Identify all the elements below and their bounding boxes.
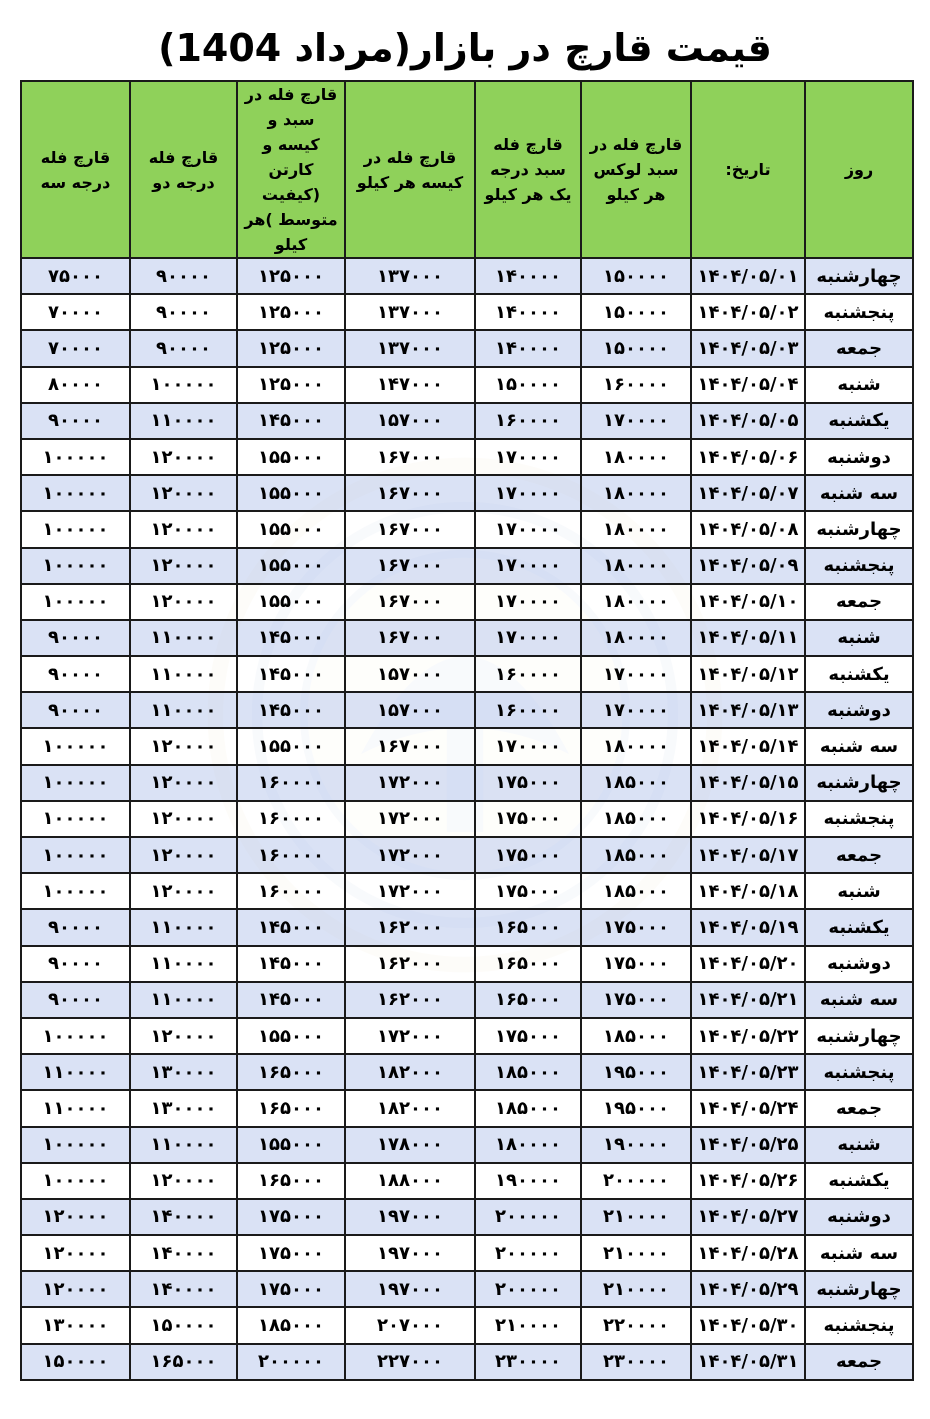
grade1-price-cell: ۱۶۰۰۰۰: [475, 656, 581, 692]
day-cell: یکشنبه: [805, 403, 913, 439]
grade1-price-cell: ۱۴۰۰۰۰: [475, 258, 581, 294]
lux-price-cell: ۱۸۵۰۰۰: [581, 801, 691, 837]
grade3-price-cell: ۱۰۰۰۰۰: [21, 584, 130, 620]
date-cell: ۱۴۰۴/۰۵/۱۶: [691, 801, 805, 837]
date-cell: ۱۴۰۴/۰۵/۰۵: [691, 403, 805, 439]
medium-price-cell: ۱۲۵۰۰۰: [237, 330, 345, 366]
grade2-price-cell: ۱۴۰۰۰۰: [130, 1199, 237, 1235]
medium-price-cell: ۱۵۵۰۰۰: [237, 475, 345, 511]
table-row: [21, 946, 913, 982]
grade2-price-cell: ۱۲۰۰۰۰: [130, 728, 237, 764]
grade2-price-cell: ۱۲۰۰۰۰: [130, 765, 237, 801]
grade3-price-cell: ۱۰۰۰۰۰: [21, 837, 130, 873]
grade1-price-cell: ۲۰۰۰۰۰: [475, 1235, 581, 1271]
grade3-price-cell: ۱۲۰۰۰۰: [21, 1199, 130, 1235]
grade2-price-cell: ۱۲۰۰۰۰: [130, 584, 237, 620]
header-grade3: قارچ فله درجه سه: [21, 81, 130, 258]
date-cell: ۱۴۰۴/۰۵/۲۶: [691, 1163, 805, 1199]
grade1-price-cell: ۲۰۰۰۰۰: [475, 1199, 581, 1235]
medium-price-cell: ۱۲۵۰۰۰: [237, 258, 345, 294]
lux-price-cell: ۱۸۵۰۰۰: [581, 873, 691, 909]
lux-price-cell: ۱۸۵۰۰۰: [581, 1018, 691, 1054]
bag-price-cell: ۱۹۷۰۰۰: [345, 1235, 475, 1271]
date-cell: ۱۴۰۴/۰۵/۰۲: [691, 294, 805, 330]
grade3-price-cell: ۱۰۰۰۰۰: [21, 548, 130, 584]
header-row: [21, 81, 913, 258]
day-cell: دوشنبه: [805, 946, 913, 982]
grade3-price-cell: ۸۰۰۰۰: [21, 367, 130, 403]
bag-price-cell: ۱۶۲۰۰۰: [345, 946, 475, 982]
bag-price-cell: ۱۵۷۰۰۰: [345, 403, 475, 439]
bag-price-cell: ۱۶۷۰۰۰: [345, 584, 475, 620]
medium-price-cell: ۱۵۵۰۰۰: [237, 1127, 345, 1163]
medium-price-cell: ۱۴۵۰۰۰: [237, 692, 345, 728]
grade3-price-cell: ۱۰۰۰۰۰: [21, 1127, 130, 1163]
bag-price-cell: ۱۷۲۰۰۰: [345, 765, 475, 801]
bag-price-cell: ۱۶۷۰۰۰: [345, 548, 475, 584]
date-cell: ۱۴۰۴/۰۵/۲۷: [691, 1199, 805, 1235]
grade2-price-cell: ۱۲۰۰۰۰: [130, 439, 237, 475]
date-cell: ۱۴۰۴/۰۵/۰۹: [691, 548, 805, 584]
medium-price-cell: ۱۶۰۰۰۰: [237, 873, 345, 909]
price-table: [20, 80, 914, 1381]
day-cell: پنجشنبه: [805, 548, 913, 584]
header-bag: قارچ فله در کیسه هر کیلو: [345, 81, 475, 258]
grade2-price-cell: ۱۲۰۰۰۰: [130, 1163, 237, 1199]
date-cell: ۱۴۰۴/۰۵/۰۶: [691, 439, 805, 475]
grade2-price-cell: ۹۰۰۰۰: [130, 330, 237, 366]
medium-price-cell: ۱۴۵۰۰۰: [237, 403, 345, 439]
date-cell: ۱۴۰۴/۰۵/۱۷: [691, 837, 805, 873]
lux-price-cell: ۲۱۰۰۰۰: [581, 1235, 691, 1271]
medium-price-cell: ۱۴۵۰۰۰: [237, 620, 345, 656]
medium-price-cell: ۱۵۵۰۰۰: [237, 1018, 345, 1054]
grade1-price-cell: ۱۸۵۰۰۰: [475, 1054, 581, 1090]
medium-price-cell: ۱۵۵۰۰۰: [237, 584, 345, 620]
medium-price-cell: ۱۵۵۰۰۰: [237, 439, 345, 475]
lux-price-cell: ۲۳۰۰۰۰: [581, 1344, 691, 1380]
medium-price-cell: ۱۶۰۰۰۰: [237, 837, 345, 873]
date-cell: ۱۴۰۴/۰۵/۱۱: [691, 620, 805, 656]
grade2-price-cell: ۱۶۵۰۰۰: [130, 1344, 237, 1380]
grade3-price-cell: ۹۰۰۰۰: [21, 403, 130, 439]
lux-price-cell: ۱۷۵۰۰۰: [581, 982, 691, 1018]
bag-price-cell: ۱۵۷۰۰۰: [345, 692, 475, 728]
medium-price-cell: ۱۶۵۰۰۰: [237, 1054, 345, 1090]
lux-price-cell: ۱۸۰۰۰۰: [581, 439, 691, 475]
day-cell: جمعه: [805, 1090, 913, 1126]
bag-price-cell: ۱۸۲۰۰۰: [345, 1054, 475, 1090]
day-cell: شنبه: [805, 1127, 913, 1163]
grade1-price-cell: ۱۷۵۰۰۰: [475, 1018, 581, 1054]
grade3-price-cell: ۱۰۰۰۰۰: [21, 511, 130, 547]
header-basket-grade1: قارچ فله سبد درجه یک هر کیلو: [475, 81, 581, 258]
day-cell: شنبه: [805, 620, 913, 656]
grade3-price-cell: ۹۰۰۰۰: [21, 909, 130, 945]
medium-price-cell: ۱۴۵۰۰۰: [237, 909, 345, 945]
grade1-price-cell: ۱۷۵۰۰۰: [475, 873, 581, 909]
table-row: [21, 475, 913, 511]
date-cell: ۱۴۰۴/۰۵/۱۸: [691, 873, 805, 909]
header-date: تاریخ:: [691, 81, 805, 258]
grade3-price-cell: ۱۰۰۰۰۰: [21, 439, 130, 475]
grade2-price-cell: ۱۱۰۰۰۰: [130, 946, 237, 982]
grade3-price-cell: ۹۰۰۰۰: [21, 656, 130, 692]
table-row: [21, 584, 913, 620]
grade2-price-cell: ۱۱۰۰۰۰: [130, 656, 237, 692]
grade2-price-cell: ۱۲۰۰۰۰: [130, 511, 237, 547]
date-cell: ۱۴۰۴/۰۵/۱۳: [691, 692, 805, 728]
grade2-price-cell: ۱۵۰۰۰۰: [130, 1307, 237, 1343]
table-row: [21, 1018, 913, 1054]
grade3-price-cell: ۱۰۰۰۰۰: [21, 801, 130, 837]
grade3-price-cell: ۹۰۰۰۰: [21, 620, 130, 656]
grade2-price-cell: ۱۰۰۰۰۰: [130, 367, 237, 403]
day-cell: سه شنبه: [805, 1235, 913, 1271]
medium-price-cell: ۱۵۵۰۰۰: [237, 511, 345, 547]
grade3-price-cell: ۷۰۰۰۰: [21, 294, 130, 330]
lux-price-cell: ۲۲۰۰۰۰: [581, 1307, 691, 1343]
date-cell: ۱۴۰۴/۰۵/۰۷: [691, 475, 805, 511]
medium-price-cell: ۱۴۵۰۰۰: [237, 946, 345, 982]
day-cell: چهارشنبه: [805, 258, 913, 294]
table-row: [21, 620, 913, 656]
day-cell: چهارشنبه: [805, 511, 913, 547]
grade1-price-cell: ۱۸۰۰۰۰: [475, 1127, 581, 1163]
grade1-price-cell: ۱۶۰۰۰۰: [475, 692, 581, 728]
grade3-price-cell: ۱۱۰۰۰۰: [21, 1054, 130, 1090]
table-row: [21, 294, 913, 330]
table-row: [21, 728, 913, 764]
bag-price-cell: ۱۶۷۰۰۰: [345, 511, 475, 547]
grade1-price-cell: ۱۷۰۰۰۰: [475, 728, 581, 764]
day-cell: یکشنبه: [805, 1163, 913, 1199]
table-row: [21, 330, 913, 366]
lux-price-cell: ۱۵۰۰۰۰: [581, 258, 691, 294]
medium-price-cell: ۲۰۰۰۰۰: [237, 1344, 345, 1380]
grade2-price-cell: ۱۱۰۰۰۰: [130, 692, 237, 728]
grade3-price-cell: ۱۲۰۰۰۰: [21, 1235, 130, 1271]
grade1-price-cell: ۱۷۰۰۰۰: [475, 620, 581, 656]
date-cell: ۱۴۰۴/۰۵/۱۴: [691, 728, 805, 764]
medium-price-cell: ۱۶۰۰۰۰: [237, 765, 345, 801]
table-row: [21, 837, 913, 873]
table-row: [21, 873, 913, 909]
grade1-price-cell: ۱۷۰۰۰۰: [475, 475, 581, 511]
grade2-price-cell: ۱۲۰۰۰۰: [130, 475, 237, 511]
grade1-price-cell: ۲۰۰۰۰۰: [475, 1271, 581, 1307]
bag-price-cell: ۱۷۲۰۰۰: [345, 873, 475, 909]
grade3-price-cell: ۱۰۰۰۰۰: [21, 728, 130, 764]
table-row: [21, 765, 913, 801]
grade3-price-cell: ۹۰۰۰۰: [21, 946, 130, 982]
bag-price-cell: ۱۳۷۰۰۰: [345, 294, 475, 330]
day-cell: شنبه: [805, 367, 913, 403]
grade1-price-cell: ۱۷۵۰۰۰: [475, 837, 581, 873]
table-row: [21, 1235, 913, 1271]
grade3-price-cell: ۹۰۰۰۰: [21, 982, 130, 1018]
grade3-price-cell: ۷۵۰۰۰: [21, 258, 130, 294]
grade2-price-cell: ۱۲۰۰۰۰: [130, 801, 237, 837]
day-cell: سه شنبه: [805, 475, 913, 511]
bag-price-cell: ۱۸۲۰۰۰: [345, 1090, 475, 1126]
grade1-price-cell: ۲۱۰۰۰۰: [475, 1307, 581, 1343]
lux-price-cell: ۱۸۰۰۰۰: [581, 728, 691, 764]
medium-price-cell: ۱۷۵۰۰۰: [237, 1199, 345, 1235]
grade2-price-cell: ۱۱۰۰۰۰: [130, 909, 237, 945]
header-day: روز: [805, 81, 913, 258]
lux-price-cell: ۲۱۰۰۰۰: [581, 1199, 691, 1235]
grade1-price-cell: ۱۷۵۰۰۰: [475, 765, 581, 801]
medium-price-cell: ۱۵۵۰۰۰: [237, 728, 345, 764]
bag-price-cell: ۱۶۷۰۰۰: [345, 620, 475, 656]
day-cell: جمعه: [805, 837, 913, 873]
bag-price-cell: ۱۶۲۰۰۰: [345, 982, 475, 1018]
date-cell: ۱۴۰۴/۰۵/۱۰: [691, 584, 805, 620]
bag-price-cell: ۱۷۲۰۰۰: [345, 1018, 475, 1054]
lux-price-cell: ۱۵۰۰۰۰: [581, 294, 691, 330]
table-row: [21, 1054, 913, 1090]
table-row: [21, 1307, 913, 1343]
medium-price-cell: ۱۴۵۰۰۰: [237, 982, 345, 1018]
day-cell: سه شنبه: [805, 982, 913, 1018]
grade1-price-cell: ۱۶۵۰۰۰: [475, 946, 581, 982]
lux-price-cell: ۱۹۵۰۰۰: [581, 1090, 691, 1126]
table-row: [21, 982, 913, 1018]
grade2-price-cell: ۱۴۰۰۰۰: [130, 1271, 237, 1307]
medium-price-cell: ۱۷۵۰۰۰: [237, 1235, 345, 1271]
date-cell: ۱۴۰۴/۰۵/۲۳: [691, 1054, 805, 1090]
bag-price-cell: ۱۴۷۰۰۰: [345, 367, 475, 403]
grade2-price-cell: ۱۲۰۰۰۰: [130, 873, 237, 909]
grade1-price-cell: ۱۸۵۰۰۰: [475, 1090, 581, 1126]
day-cell: شنبه: [805, 873, 913, 909]
grade1-price-cell: ۱۴۰۰۰۰: [475, 330, 581, 366]
grade3-price-cell: ۷۰۰۰۰: [21, 330, 130, 366]
lux-price-cell: ۱۸۵۰۰۰: [581, 837, 691, 873]
grade3-price-cell: ۱۰۰۰۰۰: [21, 1163, 130, 1199]
medium-price-cell: ۱۶۰۰۰۰: [237, 801, 345, 837]
medium-price-cell: ۱۵۵۰۰۰: [237, 548, 345, 584]
page-title: قیمت قارچ در بازار(مرداد 1404): [158, 26, 772, 70]
date-cell: ۱۴۰۴/۰۵/۲۱: [691, 982, 805, 1018]
table-row: [21, 1090, 913, 1126]
bag-price-cell: ۱۳۷۰۰۰: [345, 330, 475, 366]
date-cell: ۱۴۰۴/۰۵/۰۸: [691, 511, 805, 547]
grade1-price-cell: ۱۹۰۰۰۰: [475, 1163, 581, 1199]
bag-price-cell: ۱۸۸۰۰۰: [345, 1163, 475, 1199]
table-row: [21, 1127, 913, 1163]
table-row: [21, 1163, 913, 1199]
grade3-price-cell: ۱۲۰۰۰۰: [21, 1271, 130, 1307]
bag-price-cell: ۱۶۷۰۰۰: [345, 475, 475, 511]
bag-price-cell: ۱۷۲۰۰۰: [345, 801, 475, 837]
date-cell: ۱۴۰۴/۰۵/۲۸: [691, 1235, 805, 1271]
grade1-price-cell: ۱۷۰۰۰۰: [475, 548, 581, 584]
day-cell: جمعه: [805, 1344, 913, 1380]
date-cell: ۱۴۰۴/۰۵/۲۰: [691, 946, 805, 982]
grade3-price-cell: ۱۰۰۰۰۰: [21, 475, 130, 511]
date-cell: ۱۴۰۴/۰۵/۰۳: [691, 330, 805, 366]
day-cell: پنجشنبه: [805, 801, 913, 837]
table-row: [21, 439, 913, 475]
grade2-price-cell: ۱۲۰۰۰۰: [130, 1018, 237, 1054]
grade1-price-cell: ۱۷۰۰۰۰: [475, 584, 581, 620]
grade2-price-cell: ۱۱۰۰۰۰: [130, 982, 237, 1018]
lux-price-cell: ۲۰۰۰۰۰: [581, 1163, 691, 1199]
date-cell: ۱۴۰۴/۰۵/۲۲: [691, 1018, 805, 1054]
grade2-price-cell: ۱۱۰۰۰۰: [130, 403, 237, 439]
day-cell: پنجشنبه: [805, 1307, 913, 1343]
date-cell: ۱۴۰۴/۰۵/۲۹: [691, 1271, 805, 1307]
lux-price-cell: ۱۷۵۰۰۰: [581, 946, 691, 982]
day-cell: چهارشنبه: [805, 765, 913, 801]
grade1-price-cell: ۲۳۰۰۰۰: [475, 1344, 581, 1380]
date-cell: ۱۴۰۴/۰۵/۲۴: [691, 1090, 805, 1126]
grade1-price-cell: ۱۵۰۰۰۰: [475, 367, 581, 403]
table-row: [21, 258, 913, 294]
bag-price-cell: ۱۳۷۰۰۰: [345, 258, 475, 294]
grade3-price-cell: ۱۵۰۰۰۰: [21, 1344, 130, 1380]
grade2-price-cell: ۱۳۰۰۰۰: [130, 1054, 237, 1090]
bag-price-cell: ۲۰۷۰۰۰: [345, 1307, 475, 1343]
lux-price-cell: ۱۹۵۰۰۰: [581, 1054, 691, 1090]
grade2-price-cell: ۱۱۰۰۰۰: [130, 620, 237, 656]
date-cell: ۱۴۰۴/۰۵/۲۵: [691, 1127, 805, 1163]
date-cell: ۱۴۰۴/۰۵/۰۱: [691, 258, 805, 294]
lux-price-cell: ۱۷۰۰۰۰: [581, 656, 691, 692]
day-cell: چهارشنبه: [805, 1018, 913, 1054]
lux-price-cell: ۱۹۰۰۰۰: [581, 1127, 691, 1163]
date-cell: ۱۴۰۴/۰۵/۱۵: [691, 765, 805, 801]
lux-price-cell: ۱۸۰۰۰۰: [581, 620, 691, 656]
grade3-price-cell: ۱۱۰۰۰۰: [21, 1090, 130, 1126]
medium-price-cell: ۱۲۵۰۰۰: [237, 367, 345, 403]
lux-price-cell: ۱۷۵۰۰۰: [581, 909, 691, 945]
grade2-price-cell: ۱۲۰۰۰۰: [130, 837, 237, 873]
day-cell: سه شنبه: [805, 728, 913, 764]
lux-price-cell: ۲۱۰۰۰۰: [581, 1271, 691, 1307]
date-cell: ۱۴۰۴/۰۵/۱۹: [691, 909, 805, 945]
lux-price-cell: ۱۸۰۰۰۰: [581, 511, 691, 547]
grade1-price-cell: ۱۷۵۰۰۰: [475, 801, 581, 837]
day-cell: دوشنبه: [805, 439, 913, 475]
bag-price-cell: ۱۹۷۰۰۰: [345, 1271, 475, 1307]
grade1-price-cell: ۱۶۵۰۰۰: [475, 982, 581, 1018]
lux-price-cell: ۱۸۵۰۰۰: [581, 765, 691, 801]
grade1-price-cell: ۱۴۰۰۰۰: [475, 294, 581, 330]
grade1-price-cell: ۱۶۵۰۰۰: [475, 909, 581, 945]
lux-price-cell: ۱۵۰۰۰۰: [581, 330, 691, 366]
medium-price-cell: ۱۲۵۰۰۰: [237, 294, 345, 330]
grade3-price-cell: ۱۳۰۰۰۰: [21, 1307, 130, 1343]
lux-price-cell: ۱۶۰۰۰۰: [581, 367, 691, 403]
day-cell: پنجشنبه: [805, 294, 913, 330]
bag-price-cell: ۱۷۲۰۰۰: [345, 837, 475, 873]
lux-price-cell: ۱۸۰۰۰۰: [581, 584, 691, 620]
lux-price-cell: ۱۸۰۰۰۰: [581, 475, 691, 511]
lux-price-cell: ۱۸۰۰۰۰: [581, 548, 691, 584]
header-medium-quality: قارچ فله در سبد و کیسه و کارتن (کیفیت متوسط )هر کیلو: [237, 81, 345, 258]
medium-price-cell: ۱۶۵۰۰۰: [237, 1090, 345, 1126]
day-cell: جمعه: [805, 330, 913, 366]
date-cell: ۱۴۰۴/۰۵/۳۱: [691, 1344, 805, 1380]
grade1-price-cell: ۱۷۰۰۰۰: [475, 439, 581, 475]
grade2-price-cell: ۱۲۰۰۰۰: [130, 548, 237, 584]
medium-price-cell: ۱۸۵۰۰۰: [237, 1307, 345, 1343]
lux-price-cell: ۱۷۰۰۰۰: [581, 692, 691, 728]
day-cell: چهارشنبه: [805, 1271, 913, 1307]
medium-price-cell: ۱۴۵۰۰۰: [237, 656, 345, 692]
table-row: [21, 403, 913, 439]
grade2-price-cell: ۱۱۰۰۰۰: [130, 1127, 237, 1163]
grade1-price-cell: ۱۷۰۰۰۰: [475, 511, 581, 547]
day-cell: جمعه: [805, 584, 913, 620]
medium-price-cell: ۱۷۵۰۰۰: [237, 1271, 345, 1307]
grade3-price-cell: ۹۰۰۰۰: [21, 692, 130, 728]
day-cell: دوشنبه: [805, 1199, 913, 1235]
date-cell: ۱۴۰۴/۰۵/۰۴: [691, 367, 805, 403]
table-row: [21, 656, 913, 692]
grade2-price-cell: ۱۴۰۰۰۰: [130, 1235, 237, 1271]
table-row: [21, 909, 913, 945]
grade2-price-cell: ۹۰۰۰۰: [130, 294, 237, 330]
table-row: [21, 801, 913, 837]
bag-price-cell: ۱۶۲۰۰۰: [345, 909, 475, 945]
bag-price-cell: ۲۲۷۰۰۰: [345, 1344, 475, 1380]
table-row: [21, 1271, 913, 1307]
table-row: [21, 367, 913, 403]
table-row: [21, 548, 913, 584]
day-cell: پنجشنبه: [805, 1054, 913, 1090]
table-row: [21, 1199, 913, 1235]
grade1-price-cell: ۱۶۰۰۰۰: [475, 403, 581, 439]
lux-price-cell: ۱۷۰۰۰۰: [581, 403, 691, 439]
bag-price-cell: ۱۹۷۰۰۰: [345, 1199, 475, 1235]
grade2-price-cell: ۹۰۰۰۰: [130, 258, 237, 294]
day-cell: دوشنبه: [805, 692, 913, 728]
bag-price-cell: ۱۶۷۰۰۰: [345, 728, 475, 764]
bag-price-cell: ۱۶۷۰۰۰: [345, 439, 475, 475]
table-row: [21, 692, 913, 728]
bag-price-cell: ۱۷۸۰۰۰: [345, 1127, 475, 1163]
grade3-price-cell: ۱۰۰۰۰۰: [21, 765, 130, 801]
table-row: [21, 1344, 913, 1380]
date-cell: ۱۴۰۴/۰۵/۱۲: [691, 656, 805, 692]
header-basket-lux: قارچ فله در سبد لوکس هر کیلو: [581, 81, 691, 258]
medium-price-cell: ۱۶۵۰۰۰: [237, 1163, 345, 1199]
grade2-price-cell: ۱۳۰۰۰۰: [130, 1090, 237, 1126]
day-cell: یکشنبه: [805, 656, 913, 692]
bag-price-cell: ۱۵۷۰۰۰: [345, 656, 475, 692]
header-grade2: قارچ فله درجه دو: [130, 81, 237, 258]
table-row: [21, 511, 913, 547]
grade3-price-cell: ۱۰۰۰۰۰: [21, 1018, 130, 1054]
date-cell: ۱۴۰۴/۰۵/۳۰: [691, 1307, 805, 1343]
day-cell: یکشنبه: [805, 909, 913, 945]
grade3-price-cell: ۱۰۰۰۰۰: [21, 873, 130, 909]
